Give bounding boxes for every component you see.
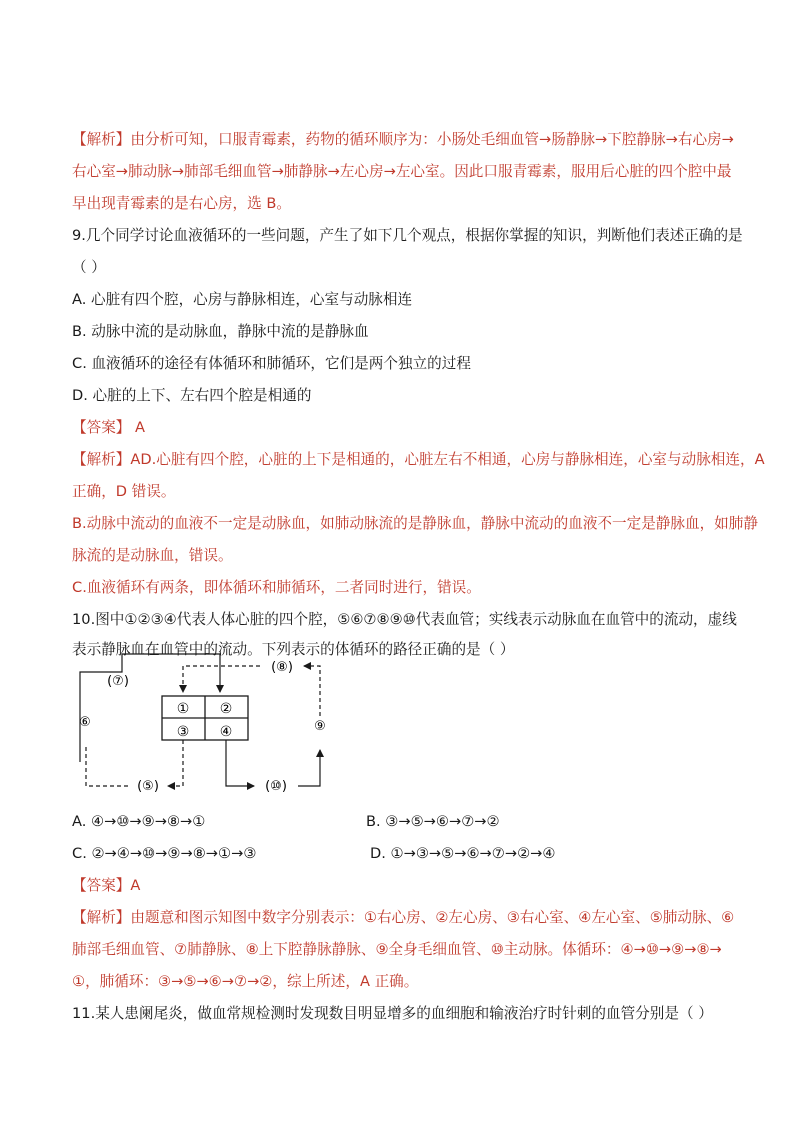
explanation-line: 肺部毛细血管、⑦肺静脉、⑧上下腔静脉静脉、⑨全身毛细血管、⑩主动脉。体循环：④→⑩→⑨→⑧→ bbox=[72, 941, 722, 958]
vessel-solid-line bbox=[80, 654, 220, 762]
chamber-1-label: ① bbox=[176, 701, 190, 717]
option-c: C. 血液循环的途径有体循环和肺循环，它们是两个独立的过程 bbox=[72, 355, 471, 372]
explanation-line: 正确，D 错误。 bbox=[72, 483, 176, 500]
vessel-dashed-line bbox=[86, 744, 128, 786]
explanation-line: 脉流的是动脉血，错误。 bbox=[72, 547, 233, 564]
question-10-stem: 表示静脉血在血管中的流动。下列表示的体循环的路径正确的是（ ） bbox=[72, 641, 515, 658]
explanation-line: C.血液循环有两条，即体循环和肺循环，二者同时进行，错误。 bbox=[72, 579, 481, 596]
explanation-line: 【解析】由题意和图示知图中数字分别表示：①右心房、②左心房、③右心室、④左心室、⑤肺动脉、⑥ bbox=[72, 909, 735, 926]
question-10-stem: 10.图中①②③④代表人体心脏的四个腔，⑤⑥⑦⑧⑨⑩代表血管；实线表示动脉血在血管中的流动，虚线 bbox=[72, 611, 737, 628]
vessel-dashed-line bbox=[168, 740, 183, 786]
explanation-line: 【解析】AD.心脏有四个腔，心脏的上下是相通的，心脏左右不相通，心房与静脉相连，心室与动脉相连，A bbox=[72, 451, 765, 468]
vessel-solid-line bbox=[226, 740, 254, 786]
vessel-solid-line bbox=[298, 750, 320, 786]
answer: 【答案】A bbox=[72, 877, 141, 894]
question-9-blank: （ ） bbox=[72, 259, 106, 276]
explanation-line: ①，肺循环：③→⑤→⑥→⑦→②，综上所述，A 正确。 bbox=[72, 973, 419, 990]
option-b: B. 动脉中流的是动脉血，静脉中流的是静脉血 bbox=[72, 323, 369, 340]
vessel-10-label: (⑩) bbox=[265, 779, 287, 794]
chamber-3-label: ③ bbox=[176, 724, 190, 740]
explanation-line: B.动脉中流动的血液不一定是动脉血，如肺动脉流的是静脉血，静脉中流动的血液不一定是静脉血，如肺静 bbox=[72, 515, 758, 532]
vessel-9-label: ⑨ bbox=[314, 719, 326, 734]
option-c: C. ②→④→⑩→⑨→⑧→①→③ bbox=[72, 845, 257, 862]
option-a: A. ④→⑩→⑨→⑧→① bbox=[72, 813, 206, 830]
option-d: D. ①→③→⑤→⑥→⑦→②→④ bbox=[370, 845, 556, 862]
explanation-line: 右心室→肺动脉→肺部毛细血管→肺静脉→左心房→左心室。因此口服青霉素，服用后心脏的四个腔中最 bbox=[72, 163, 732, 180]
vessel-dashed-line bbox=[183, 666, 260, 692]
vessel-dashed-line bbox=[304, 666, 320, 716]
question-9-stem: 9.几个同学讨论血液循环的一些问题，产生了如下几个观点，根据你掌握的知识，判断他们表述正确的是 bbox=[72, 227, 743, 244]
vessel-7-label: (⑦) bbox=[107, 674, 129, 689]
vessel-5-label: (⑤) bbox=[137, 779, 159, 794]
chamber-2-label: ② bbox=[219, 701, 233, 717]
option-b: B. ③→⑤→⑥→⑦→② bbox=[366, 813, 500, 830]
explanation-line: 【解析】由分析可知，口服青霉素，药物的循环顺序为：小肠处毛细血管→肠静脉→下腔静脉→右心房→ bbox=[72, 131, 734, 148]
vessel-8-label: (⑧) bbox=[271, 660, 293, 675]
vessel-6-label: ⑥ bbox=[79, 715, 91, 730]
explanation-line: 早出现青霉素的是右心房，选 B。 bbox=[72, 195, 291, 212]
option-a: A. 心脏有四个腔，心房与静脉相连，心室与动脉相连 bbox=[72, 291, 413, 308]
question-11-stem: 11.某人患阑尾炎，做血常规检测时发现数目明显增多的血细胞和输液治疗时针刺的血管分别是（ ） bbox=[72, 1005, 713, 1022]
answer: 【答案】 A bbox=[72, 419, 145, 436]
chamber-4-label: ④ bbox=[219, 724, 233, 740]
option-d: D. 心脏的上下、左右四个腔是相通的 bbox=[72, 387, 312, 404]
heart-circulation-diagram bbox=[72, 652, 342, 802]
